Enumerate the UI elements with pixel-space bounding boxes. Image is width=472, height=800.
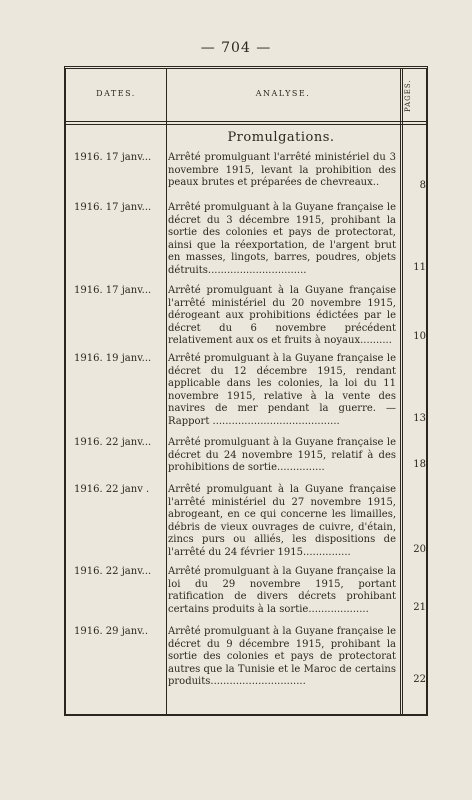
entry-text: Arrêté promulguant à la Guyane française la loi du 29 novembre 1915, portant ratification de divers décrets prohibant certains produits à la sortie................... bbox=[168, 566, 396, 615]
header-rule bbox=[66, 124, 426, 125]
entry-date: 1916. 17 janv... bbox=[74, 152, 152, 163]
entry-text: Arrêté promulguant à la Guyane française l'arrêté ministériel du 20 novembre 1915, dérogeant aux prohibitions édictées par le décret du 6 novembre précédent relativement aux os et fruits à noyaux.......... bbox=[168, 285, 396, 347]
entry-text: Arrêté promulguant à la Guyane française le décret du 12 décembre 1915, rendant applicable dans les colonies, la loi du 11 novembre 1915, relative à la vente des navires de mer pendant la guerre. — Rapport ........................................ bbox=[168, 353, 396, 427]
entry-date: 1916. 17 janv... bbox=[74, 202, 152, 213]
entry-text: Arrêté promulguant à la Guyane française le décret du 3 décembre 1915, prohibant la sortie des colonies et pays de protectorat, ainsi que la réexportation, de l'argent brut en masses, lingots, barres, poudres, objets détruits............................... bbox=[168, 202, 396, 276]
header-pages: PAGES. bbox=[404, 79, 412, 113]
entry-page: 10 bbox=[413, 331, 426, 342]
column-divider bbox=[166, 69, 167, 714]
entry-date: 1916. 19 janv... bbox=[74, 353, 152, 364]
entry-page: 18 bbox=[413, 459, 426, 470]
entry-date: 1916. 22 janv . bbox=[74, 484, 150, 495]
entry-date: 1916. 17 janv... bbox=[74, 285, 152, 296]
entry-page: 20 bbox=[413, 544, 426, 555]
entry-date: 1916. 22 janv... bbox=[74, 437, 152, 448]
entry-page: 13 bbox=[413, 413, 426, 424]
header-dates: DATES. bbox=[96, 89, 136, 98]
section-title: Promulgations. bbox=[227, 130, 335, 145]
entry-text: Arrêté promulguant à la Guyane française le décret du 9 décembre 1915, prohibant la sortie des colonies et pays de protectorat autres que la Tunisie et le Maroc de certains produits.............................. bbox=[168, 626, 396, 688]
entry-page: 11 bbox=[413, 262, 426, 273]
entry-text: Arrêté promulguant à la Guyane française l'arrêté ministériel du 27 novembre 1915, abrogeant, en ce qui concerne les limailles, débris de vieux ouvrages de cuivre, d'étain, zincs purs ou alliés, les dispositions de l'arrêté du 24 février 1915............... bbox=[168, 484, 396, 558]
page-number: — 704 — bbox=[200, 40, 272, 56]
entry-page: 8 bbox=[419, 180, 426, 191]
entry-date: 1916. 22 janv... bbox=[74, 566, 152, 577]
column-divider bbox=[400, 69, 401, 714]
entry-date: 1916. 29 janv.. bbox=[74, 626, 149, 637]
entry-text: Arrêté promulguant l'arrêté ministériel du 3 novembre 1915, levant la prohibition des peaux brutes et préparées de chevreaux.. bbox=[168, 152, 396, 189]
entry-text: Arrêté promulguant à la Guyane française le décret du 24 novembre 1915, relatif à des prohibitions de sortie............... bbox=[168, 437, 396, 474]
entry-page: 21 bbox=[413, 602, 426, 613]
header-rule bbox=[66, 121, 426, 122]
column-divider bbox=[402, 69, 403, 714]
header-analyse: ANALYSE. bbox=[255, 89, 311, 98]
entry-page: 22 bbox=[413, 674, 426, 685]
